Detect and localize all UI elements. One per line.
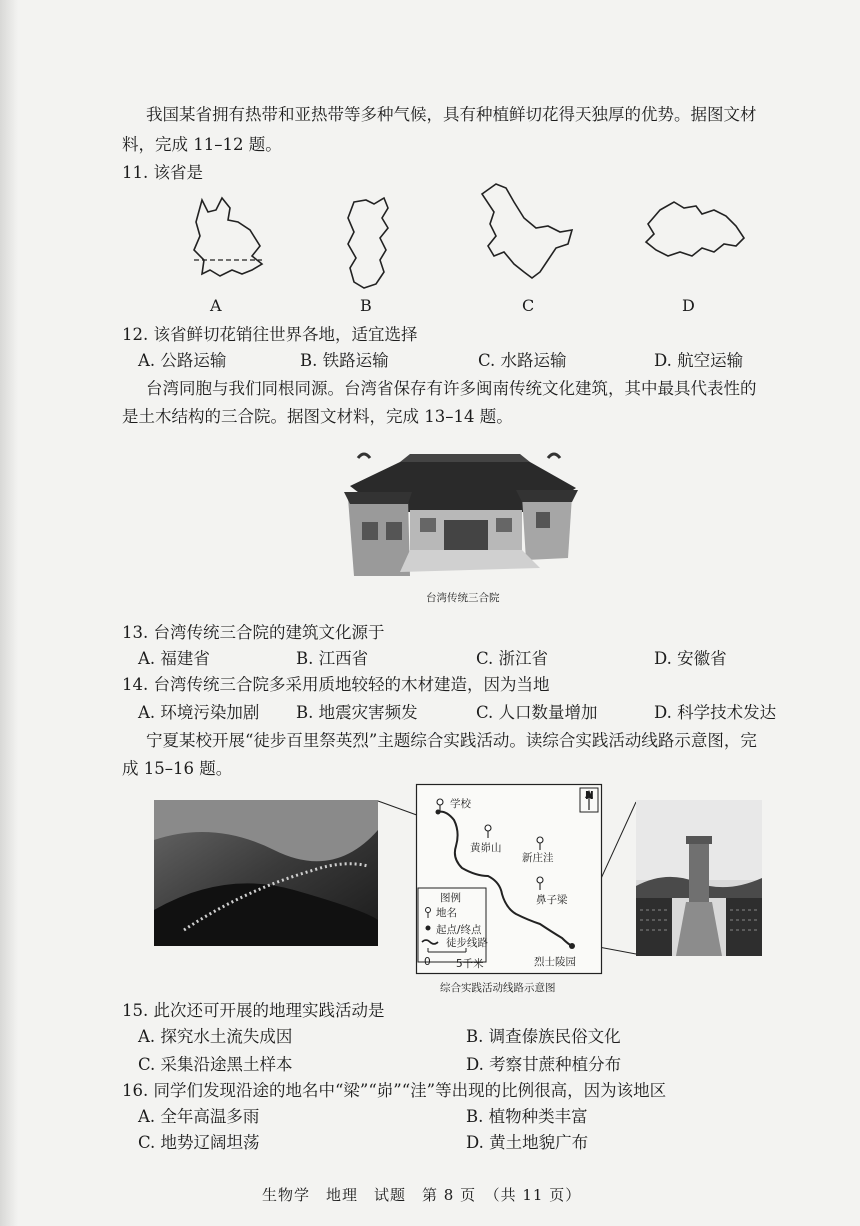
q14-option-d[interactable]: D. 科学技术发达 xyxy=(654,703,777,722)
province-map-b xyxy=(340,194,400,294)
q12-option-d[interactable]: D. 航空运输 xyxy=(654,351,744,370)
q16-option-b[interactable]: B. 植物种类丰富 xyxy=(466,1107,588,1126)
q15-stem: 15. 此次还可开展的地理实践活动是 xyxy=(122,1001,385,1020)
q16-option-c[interactable]: C. 地势辽阔坦荡 xyxy=(138,1133,260,1152)
q14-option-b[interactable]: B. 地震灾害频发 xyxy=(296,703,418,722)
martyrs-monument-photo xyxy=(636,800,762,956)
legend-title: 图例 xyxy=(440,892,461,904)
intro-11-12-line2: 料，完成 11–12 题。 xyxy=(122,135,282,154)
map-label-d: D xyxy=(682,296,695,315)
map-label-a: A xyxy=(210,296,222,315)
place-xinzhuangwa: 新庄洼 xyxy=(522,852,554,864)
q15-option-a[interactable]: A. 探究水土流失成因 xyxy=(138,1027,293,1046)
route-map-caption: 综合实践活动线路示意图 xyxy=(440,982,556,994)
q15-option-c[interactable]: C. 采集沿途黑土样本 xyxy=(138,1055,293,1074)
legend-route: 徒步线路 xyxy=(446,937,488,949)
q13-option-b[interactable]: B. 江西省 xyxy=(296,649,369,668)
q16-option-a[interactable]: A. 全年高温多雨 xyxy=(138,1107,260,1126)
q12-stem: 12. 该省鲜切花销往世界各地，适宜选择 xyxy=(122,325,418,344)
q13-option-c[interactable]: C. 浙江省 xyxy=(476,649,549,668)
sanheyuan-house-illustration xyxy=(340,448,580,584)
intro-11-12-line1: 我国某省拥有热带和亚热带等多种气候，具有种植鲜切花得天独厚的优势。据图文材 xyxy=(146,105,757,124)
map-label-c: C xyxy=(522,296,535,315)
scale-zero: 0 xyxy=(424,956,431,968)
q12-option-b[interactable]: B. 铁路运输 xyxy=(300,351,389,370)
route-map xyxy=(416,784,602,974)
q15-option-d[interactable]: D. 考察甘蔗种植分布 xyxy=(466,1055,622,1074)
scale-five: 5千米 xyxy=(456,958,484,970)
q14-stem: 14. 台湾传统三合院多采用质地较轻的木材建造，因为当地 xyxy=(122,675,550,694)
intro-13-14-line1: 台湾同胞与我们同根同源。台湾省保存有许多闽南传统文化建筑，其中最具代表性的 xyxy=(146,379,757,398)
house-figure-caption: 台湾传统三合院 xyxy=(426,592,500,604)
intro-15-16-line2: 成 15–16 题。 xyxy=(122,759,233,778)
north-label: N xyxy=(585,790,594,802)
q14-option-c[interactable]: C. 人口数量增加 xyxy=(476,703,598,722)
q15-option-b[interactable]: B. 调查傣族民俗文化 xyxy=(466,1027,621,1046)
place-cemetery: 烈士陵园 xyxy=(534,956,576,968)
province-map-a xyxy=(180,190,280,290)
page-footer: 生物学 地理 试题 第 8 页 （共 11 页） xyxy=(262,1186,582,1204)
q16-stem: 16. 同学们发现沿途的地名中“梁”“峁”“洼”等出现的比例很高，因为该地区 xyxy=(122,1081,667,1100)
intro-13-14-line2: 是土木结构的三合院。据图文材料，完成 13–14 题。 xyxy=(122,407,513,426)
place-huangmaoshan: 黄峁山 xyxy=(470,842,502,854)
province-map-c xyxy=(474,178,584,288)
q16-option-d[interactable]: D. 黄土地貌广布 xyxy=(466,1133,589,1152)
q14-option-a[interactable]: A. 环境污染加剧 xyxy=(138,703,260,722)
place-school: 学校 xyxy=(450,798,471,810)
q12-option-c[interactable]: C. 水路运输 xyxy=(478,351,567,370)
q13-option-a[interactable]: A. 福建省 xyxy=(138,649,210,668)
map-label-b: B xyxy=(360,296,372,315)
q12-option-a[interactable]: A. 公路运输 xyxy=(138,351,227,370)
q13-stem: 13. 台湾传统三合院的建筑文化源于 xyxy=(122,623,385,642)
q11-stem: 11. 该省是 xyxy=(122,163,203,182)
legend-place: 地名 xyxy=(436,907,457,919)
province-map-d xyxy=(640,196,750,266)
intro-15-16-line1: 宁夏某校开展“徒步百里祭英烈”主题综合实践活动。读综合实践活动线路示意图，完 xyxy=(146,731,757,750)
scan-edge xyxy=(0,0,18,1226)
hiking-students-photo xyxy=(154,800,378,946)
place-bizilang: 鼻子梁 xyxy=(536,894,568,906)
q13-option-d[interactable]: D. 安徽省 xyxy=(654,649,727,668)
legend-endpoint: 起点/终点 xyxy=(436,924,482,936)
